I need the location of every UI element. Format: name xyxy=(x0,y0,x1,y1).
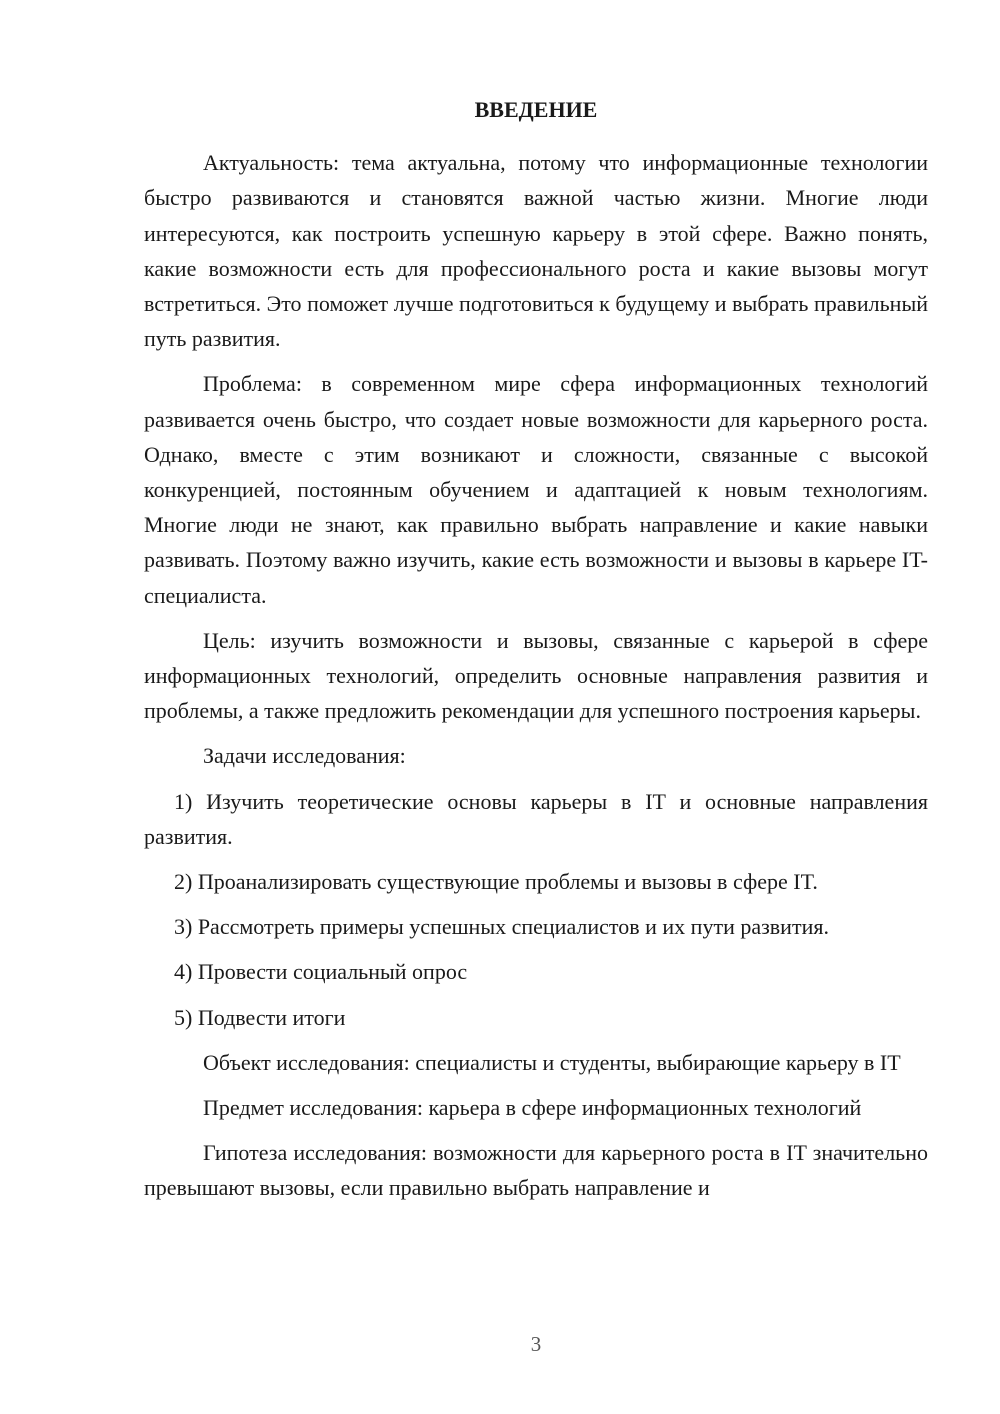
task-item-5: 5) Подвести итоги xyxy=(174,1004,346,1030)
task-item-2: 2) Проанализировать существующие проблемы и вызовы в сфере IT. xyxy=(174,869,818,895)
paragraph-relevance: Актуальность: тема актуальна, потому что информационные технологии быстро развиваются и становятся важной частью жизни. Многие люди интересуются, как построить успешную карьеру в этой сфере. Важно понять, какие возможности есть для профессионального роста и какие вызовы могут встретиться. Это поможет лучше подготовиться к будущему и выбрать правильный путь развития. xyxy=(144,150,928,352)
page-content xyxy=(144,92,928,1216)
tasks-heading: Задачи исследования: xyxy=(203,743,406,769)
paragraph-goal: Цель: изучить возможности и вызовы, связанные с карьерой в сфере информационных технологий, определить основные направления развития и проблемы, а также предложить рекомендации для успешного построения карьеры. xyxy=(144,627,928,724)
paragraph-subject: Предмет исследования: карьера в сфере информационных технологий xyxy=(203,1095,862,1121)
task-item-4: 4) Провести социальный опрос xyxy=(174,959,468,985)
task-item-1: 1) Изучить теоретические основы карьеры в IT и основные направления развития. xyxy=(144,788,928,849)
paragraph-problem: Проблема: в современном мире сфера информационных технологий развивается очень быстро, что создает новые возможности для карьерного роста. Однако, вместе с этим возникают и сложности, связанные с высокой конкуренцией, постоянным обучением и адаптацией к новым технологиям. Многие люди не знают, как правильно выбрать направление и какие навыки развивать. Поэтому важно изучить, какие есть возможности и вызовы в карьере IT-специалиста. xyxy=(144,371,928,608)
page-number: 3 xyxy=(530,1332,542,1356)
page-title: ВВЕДЕНИЕ xyxy=(474,97,598,122)
task-item-3: 3) Рассмотреть примеры успешных специалистов и их пути развития. xyxy=(174,914,829,940)
paragraph-hypothesis: Гипотеза исследования: возможности для карьерного роста в IT значительно превышают вызовы, если правильно выбрать направление и xyxy=(144,1140,928,1201)
paragraph-object: Объект исследования: специалисты и студенты, выбирающие карьеру в IT xyxy=(203,1049,901,1075)
